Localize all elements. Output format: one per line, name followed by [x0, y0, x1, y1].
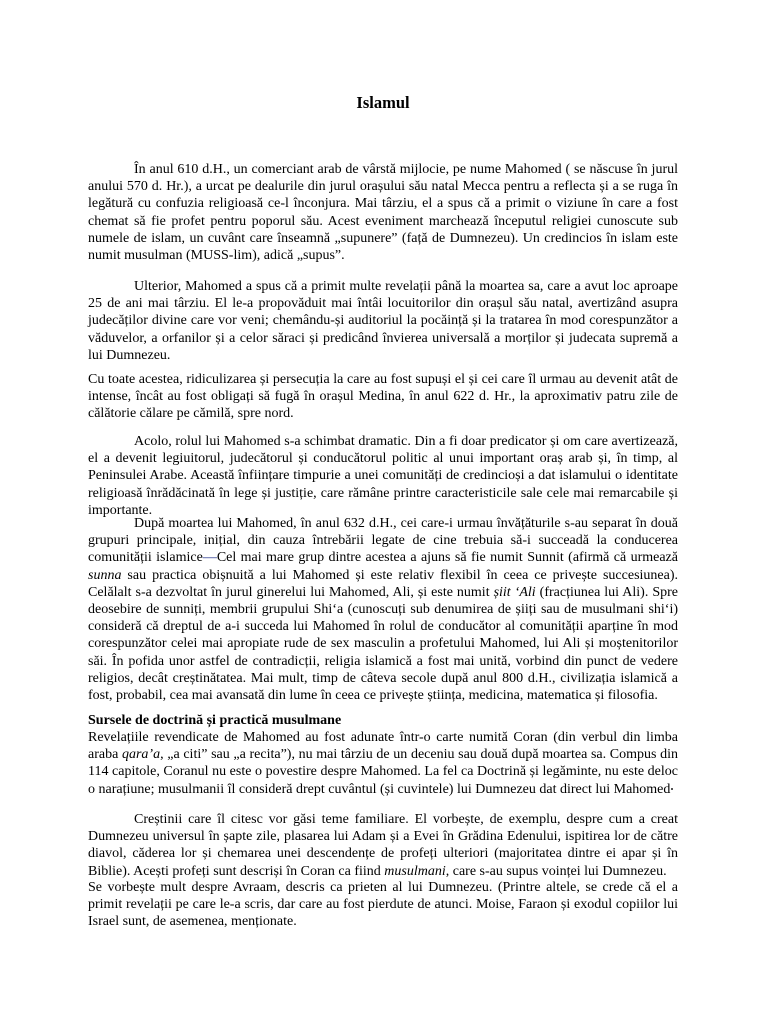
succession-text-a: După moartea lui Mahomed, în anul 632 d.H., cei care-i urmau învățăturile s-au separat în două grupuri principale, inițial, din cauza întrebării legate de cine trebuia să-i succeadă la conducerea comunității islamice — [88, 516, 678, 566]
paragraph-succession — [88, 515, 678, 704]
paragraph-revelations: Ulterior, Mahomed a spus că a primit multe revelații până la moartea sa, care a avut loc aproape 25 de ani mai târziu. El le-a propovăduit mai întâi locuitorilor din orașul său natal, avertizând asupra judecăților divine care vor veni; chemându-și auditoriul la pocăință și la tratarea în mod corespunzător a văduvelor, a orfanilor și a celor săraci și predicând învierea universală a morților și judecata supremă a lui Dumnezeu. — [88, 279, 678, 363]
term-qaraa: qara’a — [121, 747, 161, 763]
term-sunna: sunna — [88, 567, 122, 583]
succession-text-c: sau practica obișnuită a lui Mahomed și este relativ flexibil în ceea ce privește succesiunea). Celălalt s-a dezvoltat în jurul ginerelui lui Mahomed, Ali, și este numit — [88, 567, 678, 600]
succession-text-d: (fracțiunea lui Ali). Spre deosebire de sunniți, membrii grupului Shi‘a (cunoscuți sub denumirea de șiiți sau de musulmani shi‘i) consideră că dreptul de a-i succeda lui Mahomed în rolul de conducător al comunității aparține în mod corespunzător celei mai apropiate rude de sex masculin a profetului Mahomed, lui Ali și moștenitorilor săi. În pofida unor astfel de contradicții, religia islamică a fost mai unită, vorbind din punct de vedere religios, decât creștinătatea. Mai mult, timp de câteva secole după anul 800 d.H., civilizația islamică a fost, probabil, cea mai avansată din lume în ceea ce privește știința, medicina, matematica și filosofia. — [88, 584, 678, 704]
paragraph-avraam: Se vorbește mult despre Avraam, descris ca prieten al lui Dumnezeu. (Printre altele, se crede că el a primit revelații pe care le-a scris, dar care au fost pierdute de atunci. Moise, Faraon și exodul copiilor lui Israel sunt, de asemenea, menționate. — [88, 880, 678, 930]
term-shiit-ali: șiit ‘Ali — [493, 584, 536, 600]
christians-text-b: , care s-au supus voinței lui Dumnezeu. — [445, 863, 667, 879]
document-title: Islamul — [356, 93, 410, 112]
paragraph-intro: În anul 610 d.H., un comerciant arab de vârstă mijlocie, pe nume Mahomed ( se născuse în jurul anului 570 d. Hr.), a urcat pe dealurile din jurul orașului său natal Mecca pentru a reflecta și a se ruga în legătură cu confuzia religioasă ce-l înconjura. Mai târziu, el a spus că a primit o viziune în care a fost chemat să fie profet pentru poporul său. Acest eveniment marchează începutul religiei cunoscute sub numele de islam, un cuvânt care înseamnă „supunere” (față de Dumnezeu). Un credincios în islam este numit musulman (MUSS-lim), adică „supus”. — [88, 162, 678, 264]
paragraph-mark-icon — [671, 788, 673, 790]
christians-text-a: Creștinii care îl citesc vor găsi teme familiare. El vorbește, de exemplu, despre cum a creat Dumnezeu universul în șapte zile, plasarea lui Adam și a Evei în Grădina Edenului, ispitirea lor de către diavol, căderea lor și chemarea unei descendențe de profeți ulteriori (majoritatea dintre ei apar și în Biblie). Acești profeți sunt descriși în Coran ca fiind — [88, 812, 678, 879]
em-dash: — — [202, 550, 217, 566]
paragraph-role-change: Acolo, rolul lui Mahomed s-a schimbat dramatic. Din a fi doar predicator și om care avertizează, el a devenit legiuitorul, judecătorul și conducătorul politic al unui important oraș arab și, în timp, al Peninsulei Arabe. Această înființare timpurie a unei comunități de credincioși a dat islamului o identitate religioasă înrădăcinată în lege și justiție, care rămâne printre caracteristicile sale cele mai remarcabile și importante. — [88, 434, 678, 518]
paragraph-medina: Cu toate acestea, ridiculizarea și persecuția la care au fost supuși el și cei care îl urmau au devenit atât de intense, încât au fost obligați să fugă în orașul Medina, în anul 622 d. Hr., la aproximativ patru zile de călătorie călare pe cămilă, spre nord. — [88, 372, 678, 422]
term-musulmani: musulmani — [384, 863, 446, 879]
paragraph-christians — [88, 811, 678, 880]
succession-text-b: Cel mai mare grup dintre acestea a ajuns să fie numit Sunnit (afirmă că urmează — [216, 550, 678, 566]
coran-text-b: , „a citi” sau „a recita”), nu mai târziu de un deceniu sau două după moartea sa. Compus din 114 capitole, Coranul nu este o povestire despre Mahomed. La fel ca Doctrină și legăminte, nu este deloc o narațiune; musulmanii îl consideră drept cuvântul (și cuvintele) lui Dumnezeu dat direct lui Mahomed — [88, 747, 678, 797]
section-heading: Sursele de doctrină și practică musulmane — [88, 713, 342, 728]
coran-text-a: Revelațiile revendicate de Mahomed au fost adunate într-o carte numită Coran (din verbul din limba araba — [88, 730, 678, 763]
paragraph-coran — [88, 729, 678, 798]
